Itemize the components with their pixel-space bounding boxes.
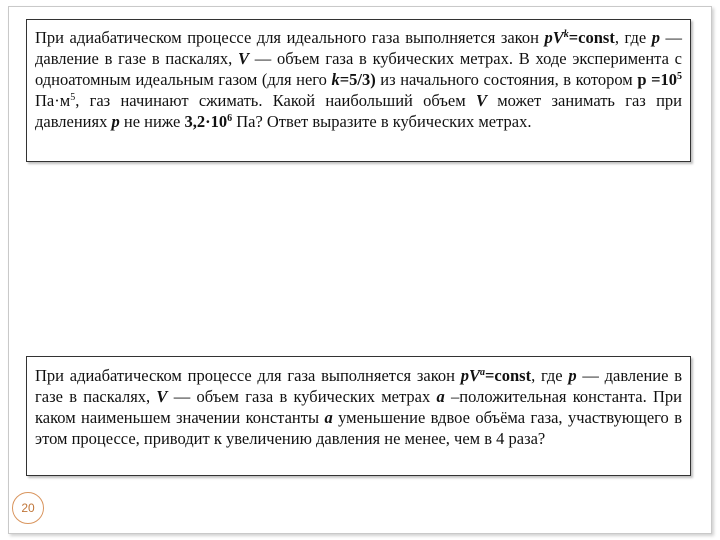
problem-1-text: При адиабатическом процессе для идеального газа выполняется закон $pV^k=const$, где p — давление в газе в паскалях, V — объем газа в кубических метрах. В ходе эксперимента с одноатомным идеальным газом (для него k=5/3) из начального состояния, в котором $p =10^5$ $Па\cdot м^5$, газ начинают сжимать. Какой наибольший объем V может занимать газ при давлениях p не ниже $3,2\cdot 10^6$ Па? Ответ выразите в кубических метрах. <box>35 28 682 131</box>
problem-box-1 <box>26 19 691 162</box>
slide-number-badge <box>12 492 44 524</box>
slide-number: 20 <box>21 501 35 515</box>
problem-2-text: При адиабатическом процессе для газа выполняется закон $pV^a=const$, где p — давление в газе в паскалях, V — объем газа в кубических метрах a –положительная константа. При каком наименьшем значении константы a уменьшение вдвое объёма газа, участвующего в этом процессе, приводит к увеличению давления не менее, чем в 4 раза? <box>35 366 683 448</box>
problem-box-2 <box>26 356 691 476</box>
